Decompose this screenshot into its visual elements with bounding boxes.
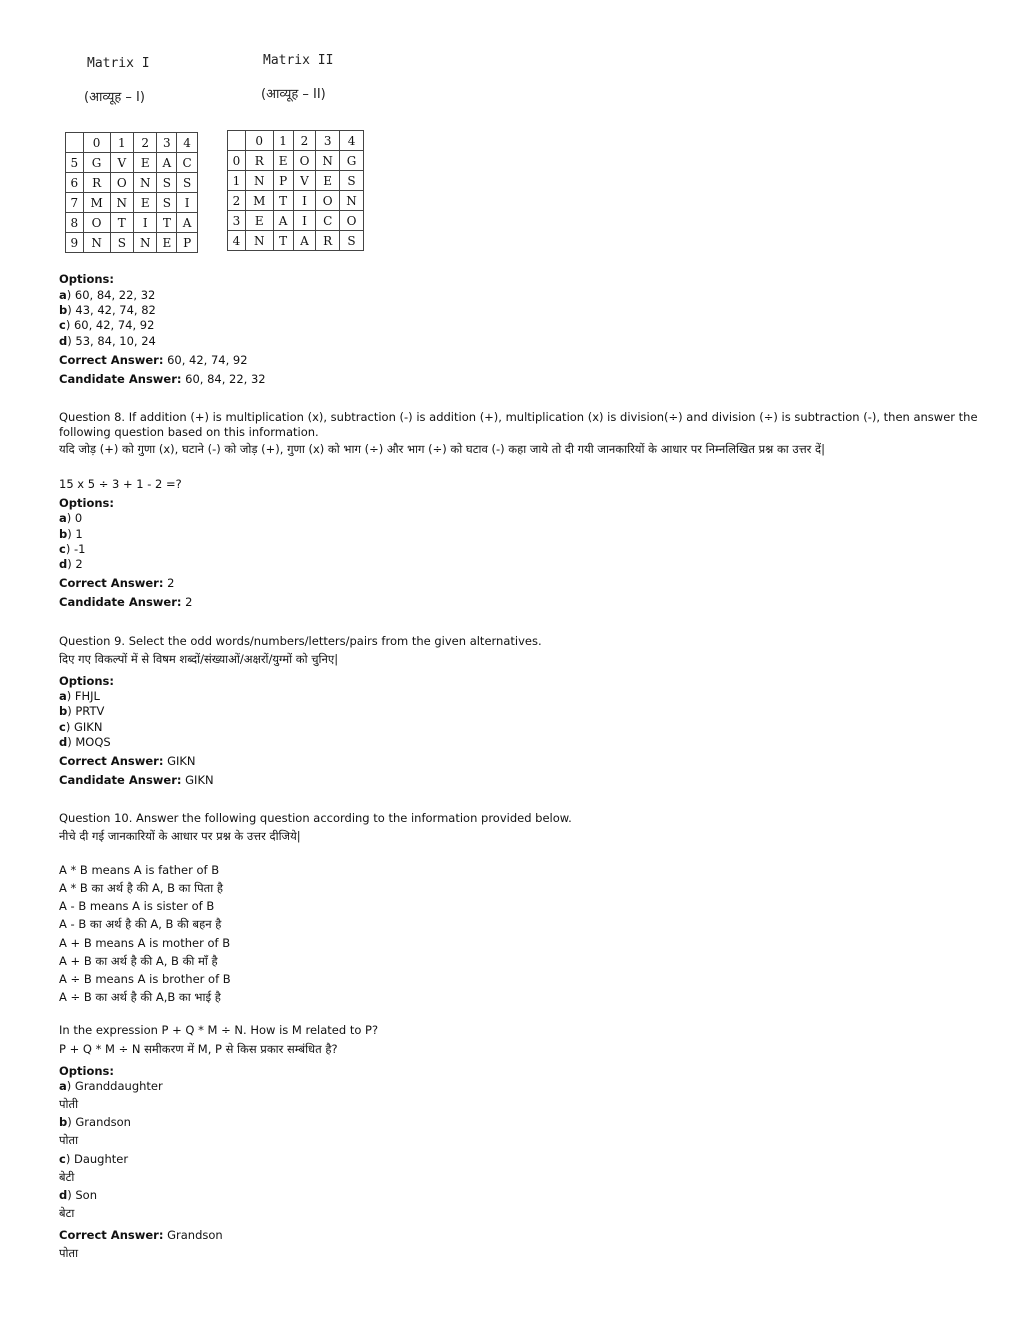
q7-candidate-answer: Candidate Answer: 60, 84, 22, 32 <box>59 372 266 386</box>
matrix-row-label: 4 <box>228 231 246 251</box>
matrix-header-cell: 3 <box>157 133 177 153</box>
q8-option-c: c) -1 <box>59 542 86 556</box>
q8-text-line2: following question based on this information. <box>59 425 319 439</box>
matrix-1-title: Matrix I <box>87 56 150 71</box>
q9-candidate-answer: Candidate Answer: GIKN <box>59 773 214 787</box>
matrix-header-cell: 3 <box>316 131 340 151</box>
q10-rule: A * B का अर्थ है की A, B का पिता है <box>59 881 223 895</box>
matrix-cell: P <box>273 171 293 191</box>
q8-expression: 15 x 5 ÷ 3 + 1 - 2 =? <box>59 477 182 491</box>
q9-option-c: c) GIKN <box>59 720 103 734</box>
matrix-cell: N <box>110 193 133 213</box>
matrix-cell: N <box>134 173 157 193</box>
q7-option-d: d) 53, 84, 10, 24 <box>59 334 156 348</box>
matrix-row <box>228 231 364 251</box>
q7-option-b: b) 43, 42, 74, 82 <box>59 303 156 317</box>
q10-options-label: Options: <box>59 1064 114 1078</box>
matrix-cell: O <box>110 173 133 193</box>
q9-option-a: a) FHJL <box>59 689 100 703</box>
matrix-cell: N <box>245 231 273 251</box>
matrix-cell: N <box>316 151 340 171</box>
matrix-row-label: 5 <box>66 153 84 173</box>
matrix-row-label: 2 <box>228 191 246 211</box>
matrix-cell: I <box>177 193 198 213</box>
q7-correct-answer: Correct Answer: 60, 42, 74, 92 <box>59 353 248 367</box>
matrix-row <box>66 233 198 253</box>
matrix-header-cell: 2 <box>134 133 157 153</box>
matrix-row <box>228 151 364 171</box>
q10-option-b-hindi: पोता <box>59 1133 79 1147</box>
q10-correct-answer-hindi: पोता <box>59 1246 79 1260</box>
matrix-header-cell: 0 <box>245 131 273 151</box>
matrix-cell: C <box>316 211 340 231</box>
matrix-header-cell: 4 <box>340 131 364 151</box>
matrix-cell: N <box>83 233 110 253</box>
matrix-cell: A <box>293 231 315 251</box>
matrix-cell: R <box>245 151 273 171</box>
matrix-cell: E <box>134 193 157 213</box>
matrix-cell: M <box>245 191 273 211</box>
matrix-cell: V <box>293 171 315 191</box>
matrix-cell: E <box>316 171 340 191</box>
matrix-row-label: 6 <box>66 173 84 193</box>
matrix-row <box>66 213 198 233</box>
matrix-cell: A <box>157 153 177 173</box>
q10-rule: A + B means A is mother of B <box>59 936 231 950</box>
matrix-cell: I <box>293 191 315 211</box>
q9-option-d: d) MOQS <box>59 735 111 749</box>
matrix-cell: O <box>316 191 340 211</box>
matrix-cell: M <box>83 193 110 213</box>
matrix-cell: O <box>340 211 364 231</box>
matrix-cell: G <box>83 153 110 173</box>
q9-hindi: दिए गए विकल्पों में से विषम शब्दों/संख्याओं/अक्षरों/युग्मों को चुनिए| <box>59 652 339 666</box>
q10-hindi: नीचे दी गई जानकारियों के आधार पर प्रश्न के उत्तर दीजिये| <box>59 829 301 843</box>
matrix-header-cell <box>66 133 84 153</box>
matrix-cell: T <box>157 213 177 233</box>
matrix-row <box>66 173 198 193</box>
matrix-row <box>228 171 364 191</box>
matrix-cell: T <box>273 191 293 211</box>
q10-rule: A ÷ B means A is brother of B <box>59 972 231 986</box>
q8-hindi: यदि जोड़ (+) को गुणा (x), घटाने (-) को जोड़ (+), गुणा (x) को भाग (÷) और भाग (÷) को घटाव (-) कहा जाये तो दी गयी जानकारियों के आधार पर निम्नलिखित प्रश्न का उत्तर दें| <box>59 442 826 456</box>
matrix-cell: O <box>293 151 315 171</box>
matrix-cell: S <box>157 193 177 213</box>
matrix-row-label: 1 <box>228 171 246 191</box>
q10-rule: A ÷ B का अर्थ है की A,B का भाई है <box>59 990 221 1004</box>
q10-option-a: a) Granddaughter <box>59 1079 163 1093</box>
q9-correct-answer: Correct Answer: GIKN <box>59 754 196 768</box>
matrix-cell: I <box>134 213 157 233</box>
q10-rule: A - B means A is sister of B <box>59 899 215 913</box>
matrix-row-label: 3 <box>228 211 246 231</box>
matrix-cell: E <box>157 233 177 253</box>
q9-options-label: Options: <box>59 674 114 688</box>
q10-expression-hindi: P + Q * M ÷ N समीकरण में M, P से किस प्रकार सम्बंधित है? <box>59 1042 338 1056</box>
matrix-header-cell <box>228 131 246 151</box>
matrix-row <box>228 191 364 211</box>
matrix-header-cell: 1 <box>110 133 133 153</box>
q10-option-d: d) Son <box>59 1188 98 1202</box>
matrix-row <box>66 153 198 173</box>
q10-option-b: b) Grandson <box>59 1115 131 1129</box>
q10-rule: A - B का अर्थ है की A, B की बहन है <box>59 917 222 931</box>
matrix-header-cell: 1 <box>273 131 293 151</box>
matrix-cell: S <box>340 171 364 191</box>
q10-option-a-hindi: पोती <box>59 1097 79 1111</box>
matrix-row-label: 9 <box>66 233 84 253</box>
q7-option-a: a) 60, 84, 22, 32 <box>59 288 156 302</box>
q10-option-c: c) Daughter <box>59 1152 129 1166</box>
matrix-cell: G <box>340 151 364 171</box>
q10-rule: A + B का अर्थ है की A, B की माँ है <box>59 954 218 968</box>
matrix-cell: S <box>177 173 198 193</box>
matrix-cell: N <box>340 191 364 211</box>
matrix-cell: S <box>340 231 364 251</box>
q8-text-line1: Question 8. If addition (+) is multiplication (x), subtraction (-) is addition (+), multiplication (x) is division(÷) and division (÷) is subtraction (-), then answer the <box>59 410 978 424</box>
q8-option-a: a) 0 <box>59 511 83 525</box>
q7-option-c: c) 60, 42, 74, 92 <box>59 318 155 332</box>
matrix-cell: R <box>316 231 340 251</box>
matrix-1-subtitle: (आव्यूह – I) <box>84 90 145 105</box>
q9-text: Question 9. Select the odd words/numbers/letters/pairs from the given alternatives. <box>59 634 542 648</box>
q10-text: Question 10. Answer the following question according to the information provided below. <box>59 811 572 825</box>
q10-option-c-hindi: बेटी <box>59 1170 75 1184</box>
matrix-header-cell: 4 <box>177 133 198 153</box>
q10-rule: A * B means A is father of B <box>59 863 220 877</box>
matrix-cell: P <box>177 233 198 253</box>
matrix-cell: A <box>177 213 198 233</box>
q10-correct-answer: Correct Answer: Grandson <box>59 1228 223 1242</box>
matrix-cell: C <box>177 153 198 173</box>
matrix-1-table <box>65 132 198 253</box>
matrix-cell: I <box>293 211 315 231</box>
matrix-cell: E <box>245 211 273 231</box>
matrix-cell: T <box>110 213 133 233</box>
q8-candidate-answer: Candidate Answer: 2 <box>59 595 193 609</box>
q10-option-d-hindi: बेटा <box>59 1206 75 1220</box>
matrix-2-subtitle: (आव्यूह – II) <box>261 87 326 102</box>
matrix-cell: S <box>157 173 177 193</box>
matrix-cell: R <box>83 173 110 193</box>
matrix-cell: T <box>273 231 293 251</box>
q8-option-d: d) 2 <box>59 557 83 571</box>
matrix-cell: E <box>134 153 157 173</box>
q8-correct-answer: Correct Answer: 2 <box>59 576 175 590</box>
q10-expression: In the expression P + Q * M ÷ N. How is M related to P? <box>59 1023 379 1037</box>
matrix-header-cell: 0 <box>83 133 110 153</box>
matrix-2-title: Matrix II <box>263 53 334 68</box>
q7-options-label: Options: <box>59 272 114 286</box>
matrix-row-label: 0 <box>228 151 246 171</box>
matrix-cell: N <box>134 233 157 253</box>
q8-options-label: Options: <box>59 496 114 510</box>
matrix-cell: S <box>110 233 133 253</box>
matrix-row-label: 7 <box>66 193 84 213</box>
matrix-cell: V <box>110 153 133 173</box>
q8-option-b: b) 1 <box>59 527 83 541</box>
matrix-cell: E <box>273 151 293 171</box>
matrix-cell: N <box>245 171 273 191</box>
matrix-cell: O <box>83 213 110 233</box>
matrix-header-cell: 2 <box>293 131 315 151</box>
matrix-row <box>228 211 364 231</box>
matrix-2-table <box>227 130 364 251</box>
matrix-row-label: 8 <box>66 213 84 233</box>
matrix-cell: A <box>273 211 293 231</box>
matrix-row <box>66 193 198 213</box>
q9-option-b: b) PRTV <box>59 704 105 718</box>
